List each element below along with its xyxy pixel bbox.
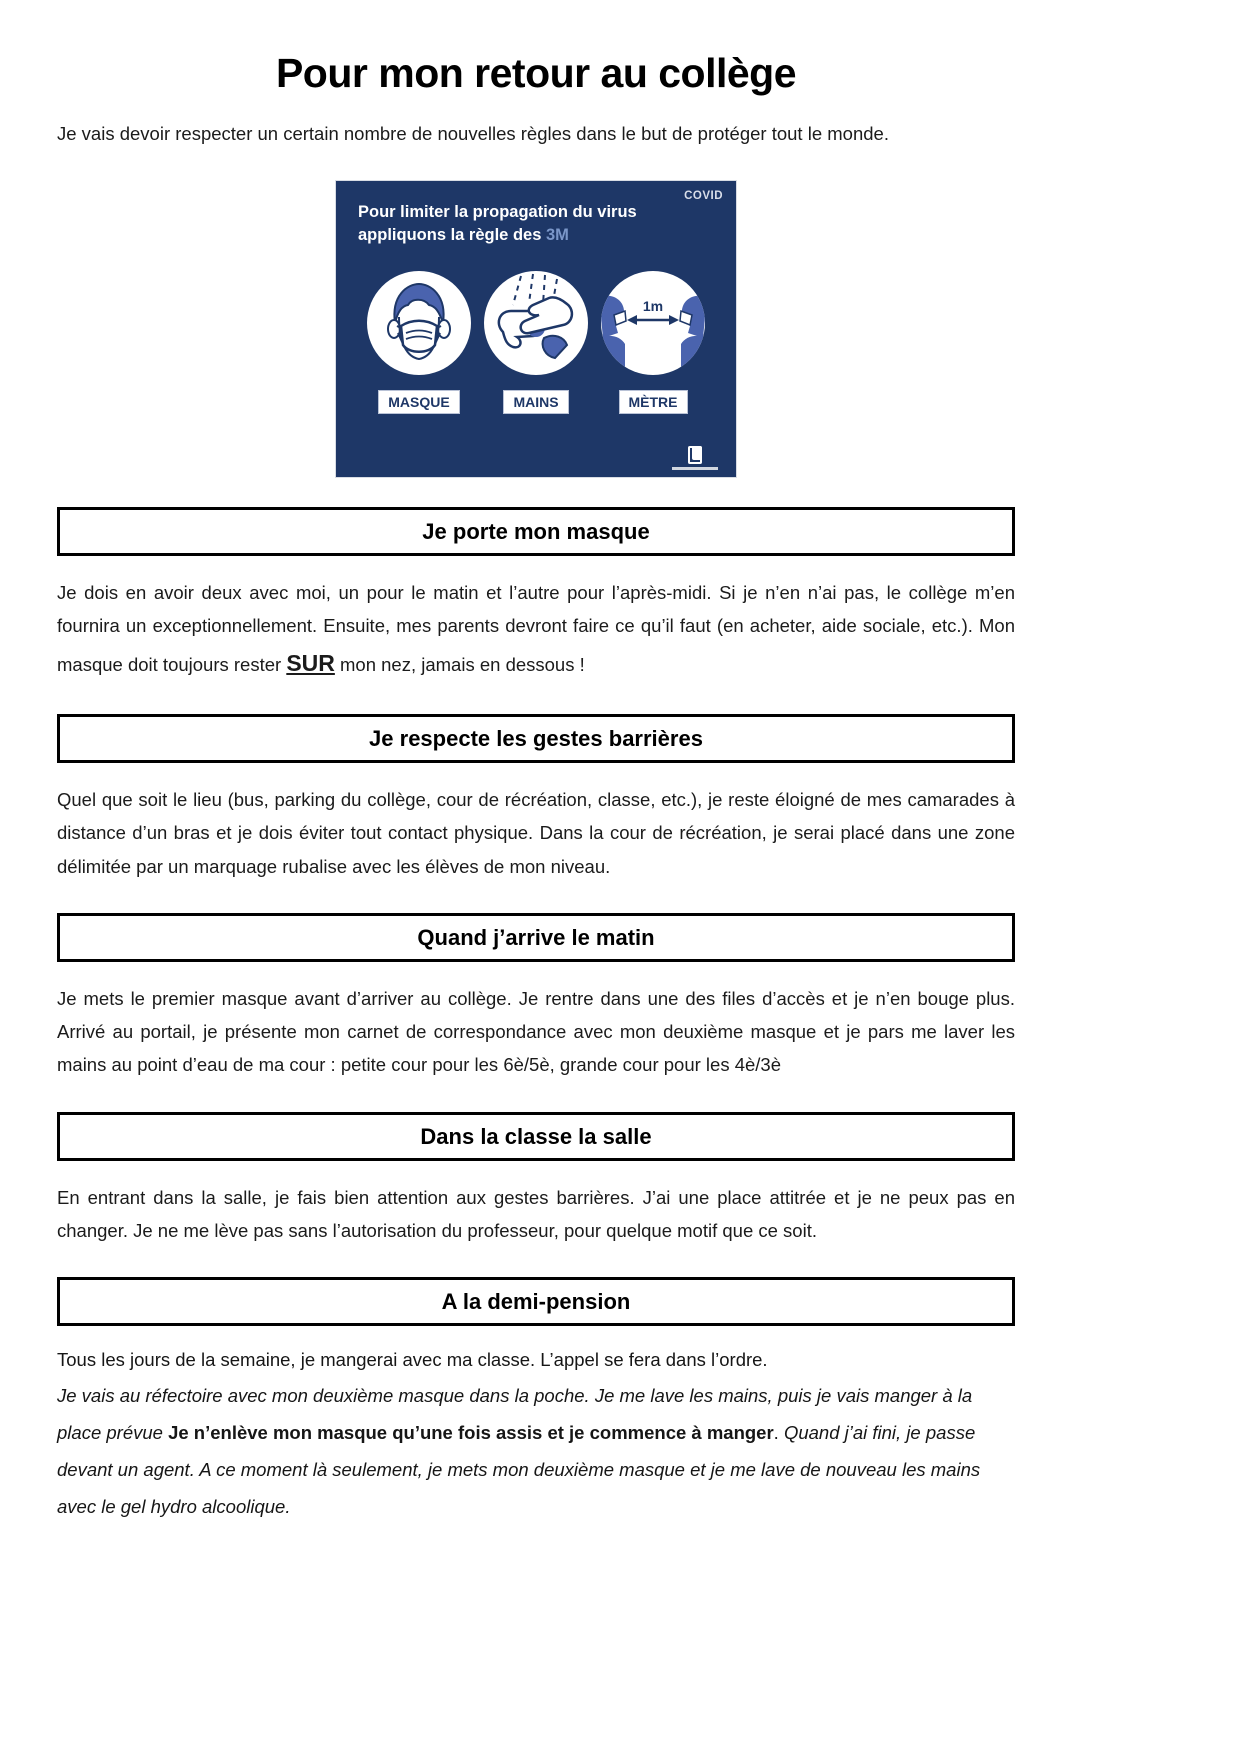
mains-label: MAINS	[503, 390, 568, 414]
section-body-arrivee-matin: Je mets le premier masque avant d’arriver au collège. Je rentre dans une des files d’accès et je n’en bouge plus. Arrivé au portail, je présente mon carnet de correspondance avec mon deuxième masque et je pars me laver les mains au point d’eau de ma cour : petite cour pour les 6è/5è, grande cour pour les 4è/3è	[57, 987, 1015, 1076]
washing-hands-circle	[484, 271, 588, 375]
demi-pension-details	[57, 1377, 1015, 1525]
demi-pension-bold: Je n’enlève mon masque qu’une fois assis et je commence à manger	[168, 1422, 774, 1444]
university-logo-mark	[688, 446, 702, 464]
section-body-gestes-barrieres: Quel que soit le lieu (bus, parking du collège, cour de récréation, classe, etc.), je reste éloigné de mes camarades à distance d’un bras et je dois éviter tout contact physique. Dans la cour de récréation, je serai placé dans une zone délimitée par un marquage rubalise avec les élèves de mon niveau.	[57, 788, 1015, 877]
distance-icon	[601, 271, 705, 375]
poster-heading	[358, 201, 637, 247]
intro-paragraph: Je vais devoir respecter un certain nombre de nouvelles règles dans le but de protéger tout le monde.	[57, 123, 889, 144]
covid-label: COVID	[684, 190, 723, 202]
poster-heading-3m: 3M	[545, 226, 569, 245]
poster-item-metre	[600, 271, 706, 414]
poster-item-masque	[366, 271, 472, 414]
demi-pension-italic2: Quand j’ai fini, je passe devant un agent. A ce moment là seulement, je mets mon deuxième masque et je me lave de nouveau les mains avec le gel hydro alcoolique.	[57, 1422, 981, 1518]
section-header-demi-pension: A la demi-pension	[57, 1277, 1015, 1326]
section-header-gestes-barrieres: Je respecte les gestes barrières	[57, 714, 1015, 763]
covid-3m-poster	[336, 181, 736, 477]
section-header-masque: Je porte mon masque	[57, 507, 1015, 556]
sur-emphasis: SUR	[286, 649, 335, 676]
university-logo	[672, 446, 718, 470]
poster-heading-line1: Pour limiter la propagation du virus	[358, 203, 637, 221]
page-title: Pour mon retour au collège	[275, 50, 797, 96]
demi-pension-italic1: Je vais au réfectoire avec mon deuxième masque dans la poche. Je me lave les mains, puis je vais manger à la place prévue	[57, 1385, 973, 1444]
section-body-classe: En entrant dans la salle, je fais bien attention aux gestes barrières. J’ai une place attitrée et je ne peux pas en changer. Je ne me lève pas sans l’autorisation du professeur, pour quelque motif que ce soit.	[57, 1186, 1015, 1242]
washing-hands-icon	[484, 271, 588, 375]
section-header-classe: Dans la classe la salle	[57, 1112, 1015, 1161]
poster-heading-line2: appliquons la règle des	[358, 226, 546, 245]
distance-circle	[601, 271, 705, 375]
masked-face-circle	[367, 271, 471, 375]
metre-label: MÈTRE	[619, 390, 688, 414]
poster-item-mains	[483, 271, 589, 414]
masque-text-before: Je dois en avoir deux avec moi, un pour le matin et l’autre pour l’après-midi. Si je n’en n’ai pas, le collège m’en fournira un exceptionnellement. Ensuite, mes parents devront faire ce qu’il faut (en acheter, aide sociale, etc.). Mon masque doit toujours rester	[57, 582, 1015, 675]
demi-pension-line1: Tous les jours de la semaine, je mangerai avec ma classe. L’appel se fera dans l’ordre.	[57, 1349, 768, 1371]
section-header-arrivee-matin: Quand j’arrive le matin	[57, 913, 1015, 962]
masque-label: MASQUE	[378, 390, 459, 414]
university-logo-caption	[672, 467, 718, 470]
poster-icon-row	[336, 271, 736, 414]
masked-face-icon	[367, 271, 471, 375]
section-body-masque	[57, 576, 1015, 684]
svg-text:1m: 1m	[642, 298, 664, 314]
demi-pension-separator: .	[773, 1422, 784, 1444]
masque-text-after: mon nez, jamais en dessous !	[334, 653, 585, 675]
